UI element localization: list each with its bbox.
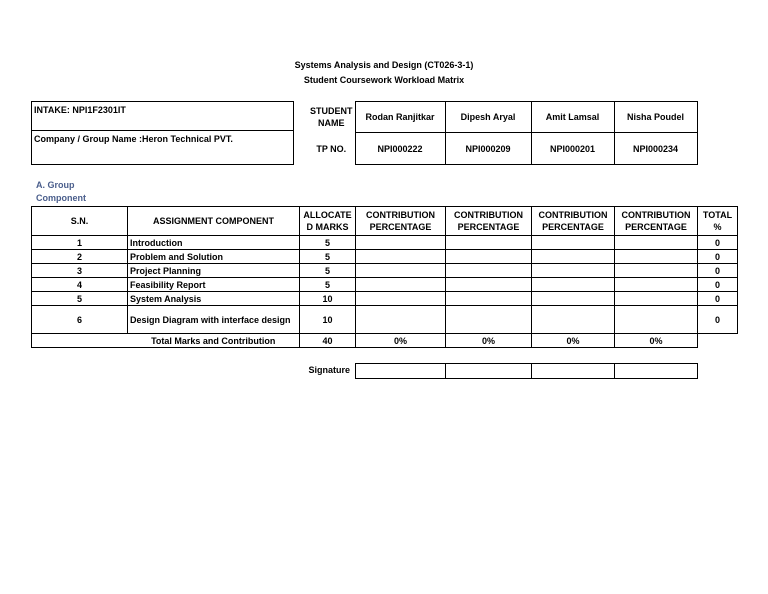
student-name-2: Dipesh Aryal: [445, 102, 531, 133]
contribution-cell[interactable]: [446, 236, 532, 250]
tp-number-1: NPI000222: [355, 133, 445, 165]
contribution-cell[interactable]: [615, 264, 698, 278]
tp-number-4: NPI000234: [614, 133, 697, 165]
contribution-cell[interactable]: [532, 250, 615, 264]
contribution-cell[interactable]: [615, 278, 698, 292]
row-marks: 10: [300, 292, 356, 306]
contribution-cell[interactable]: [532, 306, 615, 334]
student-name-1: Rodan Ranjitkar: [355, 102, 445, 133]
student-table: [300, 101, 698, 165]
contribution-cell[interactable]: [356, 292, 446, 306]
table-row: [32, 236, 738, 250]
section-label: A. Group Component: [36, 180, 86, 203]
tp-number-3: NPI000201: [531, 133, 614, 165]
tp-number-2: NPI000209: [445, 133, 531, 165]
contribution-cell[interactable]: [615, 292, 698, 306]
row-marks: 5: [300, 278, 356, 292]
signature-cell[interactable]: [532, 364, 615, 379]
row-total: 0: [698, 264, 738, 278]
row-sn: 5: [32, 292, 128, 306]
row-total: 0: [698, 292, 738, 306]
contribution-cell[interactable]: [446, 306, 532, 334]
row-total: 0: [698, 306, 738, 334]
row-component: Introduction: [128, 236, 300, 250]
intake-cell: INTAKE: NPI1F2301IT: [32, 102, 294, 131]
row-component: Problem and Solution: [128, 250, 300, 264]
signature-cell[interactable]: [615, 364, 698, 379]
row-sn: 6: [32, 306, 128, 334]
header-sn: S.N.: [32, 207, 128, 236]
totals-contribution-1: 0%: [356, 334, 446, 348]
row-sn: 3: [32, 264, 128, 278]
contribution-cell[interactable]: [615, 250, 698, 264]
signature-table: [355, 363, 698, 379]
row-marks: 5: [300, 264, 356, 278]
signature-cell[interactable]: [356, 364, 446, 379]
header-total: TOTAL %: [698, 207, 738, 236]
contribution-cell[interactable]: [356, 264, 446, 278]
table-row: [32, 292, 738, 306]
tp-label: TP NO.: [316, 143, 347, 154]
header-contribution-1: CONTRIBUTION PERCENTAGE: [356, 207, 446, 236]
row-total: 0: [698, 278, 738, 292]
table-row: [32, 306, 738, 334]
row-component: Feasibility Report: [128, 278, 300, 292]
header-contribution-4: CONTRIBUTION PERCENTAGE: [615, 207, 698, 236]
row-total: 0: [698, 236, 738, 250]
totals-row: [32, 334, 738, 348]
signature-label: Signature: [308, 365, 350, 375]
contribution-cell[interactable]: [615, 306, 698, 334]
row-marks: 5: [300, 250, 356, 264]
row-marks: 5: [300, 236, 356, 250]
row-marks: 10: [300, 306, 356, 334]
contribution-cell[interactable]: [446, 278, 532, 292]
contribution-cell[interactable]: [615, 236, 698, 250]
totals-contribution-2: 0%: [446, 334, 532, 348]
row-total: 0: [698, 250, 738, 264]
document-title: Systems Analysis and Design (CT026-3-1): [294, 60, 474, 70]
totals-empty: [698, 334, 738, 348]
contribution-cell[interactable]: [356, 250, 446, 264]
contribution-cell[interactable]: [356, 236, 446, 250]
row-sn: 4: [32, 278, 128, 292]
signature-cell[interactable]: [446, 364, 532, 379]
row-component: Design Diagram with interface design: [128, 306, 300, 334]
header-marks: ALLOCATE D MARKS: [300, 207, 356, 236]
header-component: ASSIGNMENT COMPONENT: [128, 207, 300, 236]
student-name-4: Nisha Poudel: [614, 102, 697, 133]
contribution-cell[interactable]: [532, 292, 615, 306]
contribution-cell[interactable]: [356, 278, 446, 292]
row-sn: 2: [32, 250, 128, 264]
totals-contribution-4: 0%: [615, 334, 698, 348]
totals-marks: 40: [300, 334, 356, 348]
student-name-3: Amit Lamsal: [531, 102, 614, 133]
totals-spacer: [32, 334, 128, 348]
totals-label: Total Marks and Contribution: [128, 334, 300, 348]
contribution-cell[interactable]: [446, 250, 532, 264]
header-contribution-3: CONTRIBUTION PERCENTAGE: [532, 207, 615, 236]
header-contribution-2: CONTRIBUTION PERCENTAGE: [446, 207, 532, 236]
contribution-cell[interactable]: [446, 292, 532, 306]
intake-table: [31, 101, 294, 165]
contribution-cell[interactable]: [532, 236, 615, 250]
company-cell: Company / Group Name :Heron Technical PVT.: [32, 131, 294, 165]
contribution-cell[interactable]: [532, 278, 615, 292]
workload-matrix: [31, 206, 738, 348]
row-component: Project Planning: [128, 264, 300, 278]
contribution-cell[interactable]: [356, 306, 446, 334]
contribution-cell[interactable]: [532, 264, 615, 278]
row-component: System Analysis: [128, 292, 300, 306]
table-row: [32, 278, 738, 292]
contribution-cell[interactable]: [446, 264, 532, 278]
student-name-label: STUDENT NAME: [310, 106, 353, 128]
row-sn: 1: [32, 236, 128, 250]
table-row: [32, 264, 738, 278]
table-row: [32, 250, 738, 264]
document-subtitle: Student Coursework Workload Matrix: [303, 75, 465, 85]
totals-contribution-3: 0%: [532, 334, 615, 348]
